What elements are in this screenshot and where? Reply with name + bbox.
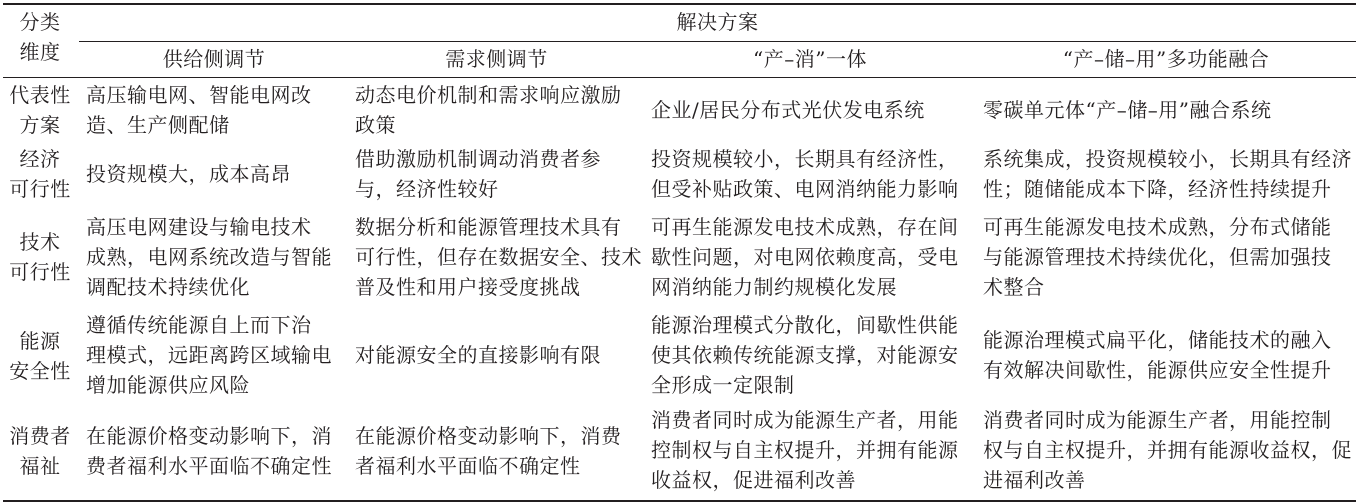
table-cell — [983, 212, 1332, 302]
table-cell — [355, 144, 601, 204]
cell-line: 消费者同时成为能源生产者，用能 — [651, 408, 959, 432]
cell-line: 与，经济性较好 — [355, 177, 499, 201]
cell-line: 系统集成，投资规模较小，长期具有经济 — [983, 147, 1352, 171]
cell-line: 能源治理模式分散化，间歇性供能 — [651, 313, 959, 337]
table-cell — [651, 212, 959, 302]
category-header-line: 维度 — [19, 40, 61, 64]
cell-line: 可再生能源发电技术成熟，分布式储能 — [983, 215, 1332, 239]
cell-line: 消费者同时成为能源生产者，用能控制 — [983, 408, 1332, 432]
cell-line: 遵循传统能源自上而下治 — [86, 313, 312, 337]
cell-line: 能源治理模式扁平化，储能技术的融入 — [983, 328, 1332, 352]
cell-line: 造、生产侧配储 — [86, 113, 230, 137]
cell-line: 术整合 — [983, 275, 1045, 299]
table-bottom-rule — [3, 500, 1356, 502]
row-category-line: 经济 — [19, 147, 61, 171]
table-cell — [355, 421, 622, 481]
cell-line: 政策 — [355, 113, 396, 137]
cell-line: 者福利水平面临不确定性 — [355, 454, 581, 478]
cell-line: 使其依赖传统能源支撑，对能源安 — [651, 343, 959, 367]
cell-line: 数据分析和能源管理技术具有 — [355, 215, 622, 239]
cell-line: 在能源价格变动影响下，消费 — [355, 424, 622, 448]
table-cell — [651, 95, 925, 125]
column-header-supply: 供给侧调节 — [162, 47, 266, 71]
category-header-line: 分类 — [19, 10, 61, 34]
column-header-multifunction: “产–储–用”多功能融合 — [1062, 47, 1270, 71]
header-mid-rule — [79, 41, 1356, 42]
table-cell — [983, 95, 1271, 125]
row-category-line: 安全性 — [9, 359, 71, 383]
cell-line: 但受补贴政策、电网消纳能力影响 — [651, 177, 959, 201]
row-category — [6, 144, 74, 204]
row-category-line: 可行性 — [9, 260, 71, 284]
row-category — [6, 227, 74, 287]
cell-line: 歇性问题，对电网依赖度高，受电 — [651, 245, 959, 269]
cell-line: 理模式，远距离跨区域输电 — [86, 343, 332, 367]
header-bottom-rule — [3, 77, 1356, 78]
table-cell — [651, 310, 959, 400]
cell-line: 权与自主权提升，并拥有能源收益权，促 — [983, 438, 1352, 462]
table-cell — [86, 421, 332, 481]
table-cell — [86, 80, 312, 140]
table-cell — [983, 325, 1332, 385]
column-header-demand: 需求侧调节 — [445, 47, 548, 71]
cell-line: 全形成一定限制 — [651, 373, 795, 397]
table-cell — [86, 159, 291, 189]
cell-line: 收益权，促进福利改善 — [651, 468, 856, 492]
cell-line: 增加能源供应风险 — [86, 373, 250, 397]
row-category-line: 代表性 — [9, 83, 71, 107]
cell-line: 有效解决间歇性，能源供应安全性提升 — [983, 358, 1332, 382]
cell-line: 借助激励机制调动消费者参 — [355, 147, 601, 171]
cell-line: 性；随储能成本下降，经济性持续提升 — [983, 177, 1332, 201]
table-cell — [86, 212, 332, 302]
cell-line: 企业/居民分布式光伏发电系统 — [651, 98, 925, 122]
row-category-line: 能源 — [19, 329, 61, 353]
cell-line: 高压电网建设与输电技术 — [86, 215, 312, 239]
row-category-line: 方案 — [19, 113, 61, 137]
cell-line: 网消纳能力制约规模化发展 — [651, 275, 897, 299]
row-category-line: 可行性 — [9, 177, 71, 201]
cell-line: 投资规模较小，长期具有经济性， — [651, 147, 959, 171]
cell-line: 普及性和用户接受度挑战 — [355, 275, 581, 299]
solutions-header: 解决方案 — [676, 10, 759, 34]
column-header-prosumer: “产–消”一体 — [753, 47, 867, 71]
cell-line: 控制权与自主权提升，并拥有能源 — [651, 438, 959, 462]
category-header — [6, 7, 74, 67]
table-cell — [86, 310, 332, 400]
row-category-line: 消费者 — [9, 424, 71, 448]
row-category — [6, 326, 74, 386]
cell-line: 与能源管理技术持续优化，但需加强技 — [983, 245, 1332, 269]
cell-line: 可行性，但存在数据安全、技术 — [355, 245, 642, 269]
row-category — [6, 80, 74, 140]
cell-line: 高压输电网、智能电网改 — [86, 83, 312, 107]
cell-line: 在能源价格变动影响下，消 — [86, 424, 332, 448]
cell-line: 费者福利水平面临不确定性 — [86, 454, 332, 478]
row-category-line: 福祉 — [19, 454, 61, 478]
row-category — [6, 421, 74, 481]
table-cell — [983, 144, 1352, 204]
cell-line: 调配技术持续优化 — [86, 275, 250, 299]
cell-line: 成熟，电网系统改造与智能 — [86, 245, 332, 269]
table-cell — [651, 144, 959, 204]
table-cell — [651, 405, 959, 495]
table-cell — [983, 405, 1352, 495]
table-cell — [355, 340, 601, 370]
cell-line: 零碳单元体“产–储–用”融合系统 — [983, 98, 1272, 122]
cell-line: 对能源安全的直接影响有限 — [355, 343, 601, 367]
table-cell — [355, 80, 622, 140]
table-top-rule — [3, 3, 1356, 5]
cell-line: 投资规模大，成本高昂 — [86, 162, 291, 186]
cell-line: 动态电价机制和需求响应激励 — [355, 83, 622, 107]
table-cell — [355, 212, 642, 302]
cell-line: 进福利改善 — [983, 468, 1086, 492]
row-category-line: 技术 — [19, 230, 61, 254]
cell-line: 可再生能源发电技术成熟，存在间 — [651, 215, 959, 239]
